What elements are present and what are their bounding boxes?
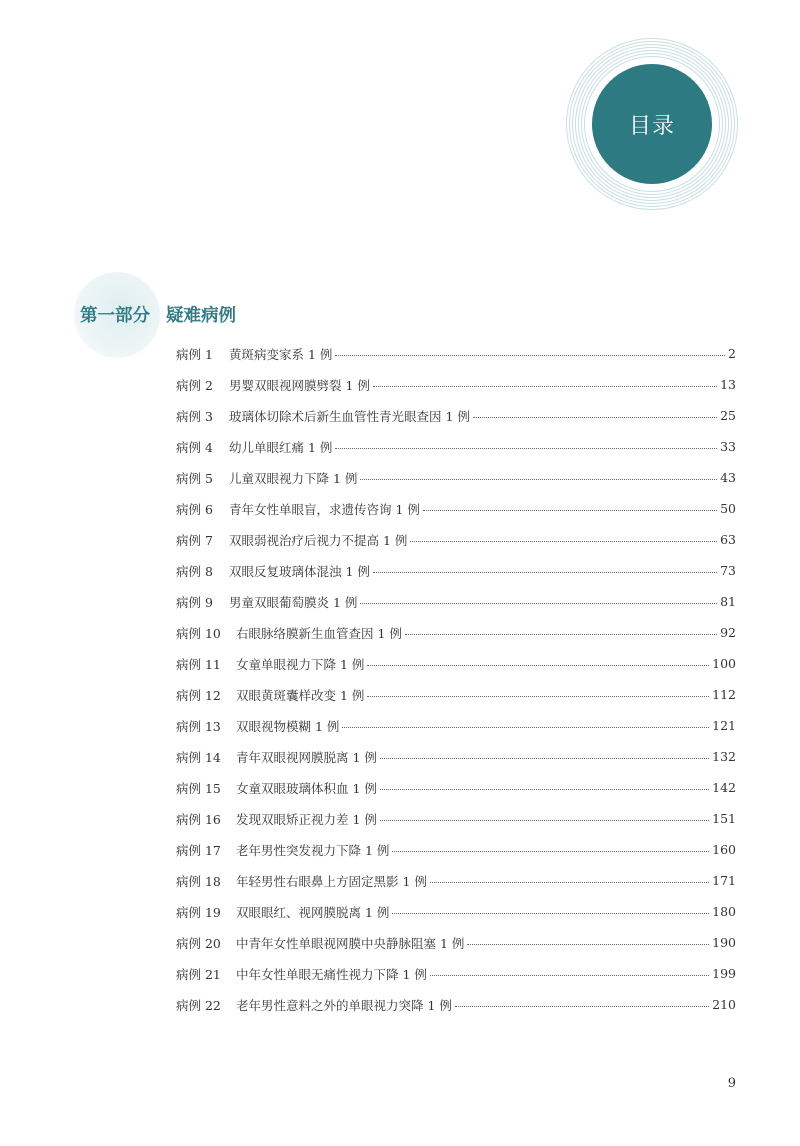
dot-leader — [335, 355, 725, 356]
toc-entry[interactable] — [176, 834, 736, 865]
dot-leader — [392, 851, 709, 852]
case-page-number: 50 — [720, 501, 736, 516]
case-title: 右眼脉络膜新生血管查因 1 例 — [236, 625, 402, 641]
dot-leader — [367, 665, 709, 666]
case-number: 病例 17 — [176, 842, 221, 858]
case-title: 发现双眼矫正视力差 1 例 — [236, 811, 377, 827]
case-page-number: 171 — [712, 873, 736, 888]
dot-leader — [360, 479, 717, 480]
case-title: 幼儿单眼红痛 1 例 — [229, 439, 333, 455]
case-title: 男童双眼葡萄膜炎 1 例 — [229, 594, 358, 610]
case-page-number: 142 — [712, 780, 736, 795]
case-page-number: 73 — [720, 563, 736, 578]
toc-entry[interactable] — [176, 617, 736, 648]
case-number: 病例 8 — [176, 563, 213, 579]
case-page-number: 210 — [712, 997, 736, 1012]
case-title: 老年男性意料之外的单眼视力突降 1 例 — [236, 997, 452, 1013]
case-page-number: 33 — [720, 439, 736, 454]
case-number: 病例 4 — [176, 439, 213, 455]
case-page-number: 13 — [720, 377, 736, 392]
part-heading — [80, 302, 236, 327]
case-number: 病例 10 — [176, 625, 221, 641]
page-title: 目录 — [628, 113, 675, 139]
case-page-number: 180 — [712, 904, 736, 919]
dot-leader — [380, 758, 709, 759]
dot-leader — [405, 634, 717, 635]
toc-entry[interactable] — [176, 772, 736, 803]
part-label: 第一部分 — [80, 306, 150, 326]
toc-entry[interactable] — [176, 741, 736, 772]
case-page-number: 132 — [712, 749, 736, 764]
toc-entry[interactable] — [176, 555, 736, 586]
dot-leader — [392, 913, 709, 914]
toc-entry[interactable] — [176, 803, 736, 834]
case-title: 双眼弱视治疗后视力不提高 1 例 — [229, 532, 408, 548]
toc-entry[interactable] — [176, 958, 736, 989]
case-title: 中青年女性单眼视网膜中央静脉阻塞 1 例 — [236, 935, 465, 951]
case-number: 病例 21 — [176, 966, 221, 982]
case-page-number: 25 — [720, 408, 736, 423]
toc-entry[interactable] — [176, 400, 736, 431]
case-title: 老年男性突发视力下降 1 例 — [236, 842, 390, 858]
toc-entry[interactable] — [176, 338, 736, 369]
dot-leader — [380, 820, 709, 821]
toc-entry[interactable] — [176, 586, 736, 617]
case-title: 双眼眼红、视网膜脱离 1 例 — [236, 904, 390, 920]
case-number: 病例 15 — [176, 780, 221, 796]
case-title: 男婴双眼视网膜劈裂 1 例 — [229, 377, 370, 393]
case-number: 病例 14 — [176, 749, 221, 765]
case-page-number: 160 — [712, 842, 736, 857]
case-number: 病例 1 — [176, 346, 213, 362]
case-number: 病例 7 — [176, 532, 213, 548]
case-title: 青年女性单眼盲，求遗传咨询 1 例 — [229, 501, 420, 517]
case-number: 病例 2 — [176, 377, 213, 393]
case-page-number: 121 — [712, 718, 736, 733]
case-number: 病例 12 — [176, 687, 221, 703]
dot-leader — [455, 1006, 709, 1007]
case-number: 病例 6 — [176, 501, 213, 517]
case-number: 病例 18 — [176, 873, 221, 889]
part-title: 疑难病例 — [166, 306, 236, 326]
toc-entry[interactable] — [176, 710, 736, 741]
case-page-number: 151 — [712, 811, 736, 826]
dot-leader — [380, 789, 709, 790]
dot-leader — [367, 696, 709, 697]
dot-leader — [373, 572, 717, 573]
case-title: 双眼反复玻璃体混浊 1 例 — [229, 563, 370, 579]
case-title: 女童双眼玻璃体积血 1 例 — [236, 780, 377, 796]
dot-leader — [360, 603, 717, 604]
toc-entry[interactable] — [176, 648, 736, 679]
case-title: 女童单眼视力下降 1 例 — [236, 656, 365, 672]
toc-entry[interactable] — [176, 896, 736, 927]
toc-entry[interactable] — [176, 462, 736, 493]
toc-entry[interactable] — [176, 679, 736, 710]
page-number: 9 — [727, 1076, 736, 1091]
case-page-number: 43 — [720, 470, 736, 485]
toc-entry[interactable] — [176, 927, 736, 958]
case-number: 病例 22 — [176, 997, 221, 1013]
toc-entry[interactable] — [176, 865, 736, 896]
case-page-number: 81 — [720, 594, 736, 609]
case-page-number: 190 — [712, 935, 736, 950]
case-number: 病例 20 — [176, 935, 221, 951]
case-number: 病例 5 — [176, 470, 213, 486]
case-title: 中年女性单眼无痛性视力下降 1 例 — [236, 966, 427, 982]
case-page-number: 2 — [728, 346, 736, 361]
case-title: 双眼黄斑囊样改变 1 例 — [236, 687, 365, 703]
dot-leader — [430, 975, 709, 976]
case-title: 双眼视物模糊 1 例 — [236, 718, 340, 734]
dot-leader — [373, 386, 717, 387]
table-of-contents — [176, 338, 736, 1020]
case-number: 病例 13 — [176, 718, 221, 734]
dot-leader — [423, 510, 717, 511]
case-number: 病例 19 — [176, 904, 221, 920]
toc-entry[interactable] — [176, 493, 736, 524]
case-title: 黄斑病变家系 1 例 — [229, 346, 333, 362]
case-page-number: 92 — [720, 625, 736, 640]
dot-leader — [430, 882, 709, 883]
case-page-number: 112 — [712, 687, 736, 702]
case-number: 病例 16 — [176, 811, 221, 827]
toc-title-badge — [592, 64, 712, 184]
case-title: 玻璃体切除术后新生血管性青光眼查因 1 例 — [229, 408, 470, 424]
dot-leader — [335, 448, 717, 449]
case-number: 病例 9 — [176, 594, 213, 610]
case-page-number: 199 — [712, 966, 736, 981]
case-title: 年轻男性右眼鼻上方固定黑影 1 例 — [236, 873, 427, 889]
case-page-number: 63 — [720, 532, 736, 547]
dot-leader — [410, 541, 717, 542]
case-number: 病例 3 — [176, 408, 213, 424]
toc-entry[interactable] — [176, 989, 736, 1020]
toc-entry[interactable] — [176, 431, 736, 462]
toc-entry[interactable] — [176, 524, 736, 555]
dot-leader — [342, 727, 709, 728]
case-page-number: 100 — [712, 656, 736, 671]
dot-leader — [467, 944, 709, 945]
dot-leader — [473, 417, 717, 418]
case-title: 青年双眼视网膜脱离 1 例 — [236, 749, 377, 765]
toc-entry[interactable] — [176, 369, 736, 400]
case-title: 儿童双眼视力下降 1 例 — [229, 470, 358, 486]
case-number: 病例 11 — [176, 656, 221, 672]
